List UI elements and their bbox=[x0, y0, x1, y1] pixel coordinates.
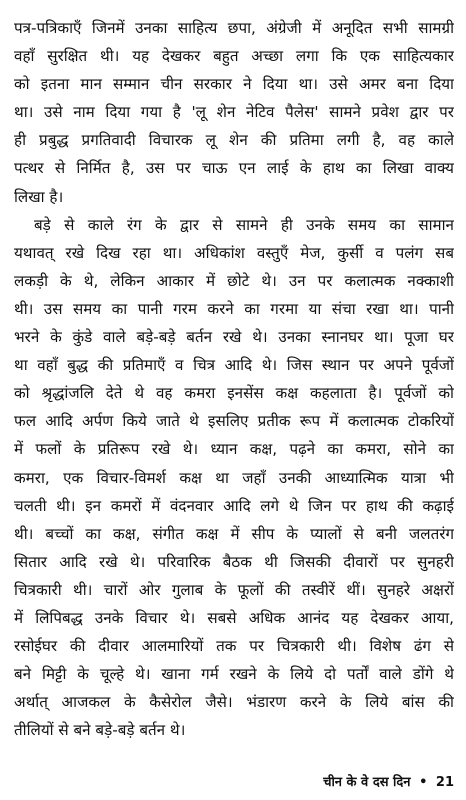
text-line: को इतना मान सम्मान चीन सरकार ने दिया था। उसे अमर बना दिया bbox=[14, 75, 454, 94]
text-line: तीलियों से बने बड़े-बड़े बर्तन थे। bbox=[14, 721, 186, 740]
text-line: था। उसे नाम दिया गया है 'लू शेन नेटिव पैलेस' सामने प्रवेश द्वार पर bbox=[14, 103, 454, 122]
text-line: पत्थर से निर्मित है, उस पर चाऊ एन लाई के हाथ का लिखा वाक्य bbox=[14, 159, 454, 178]
text-line: लकड़ी के थे, लेकिन आकार में छोटे थे। उन पर कलात्मक नक्काशी bbox=[14, 271, 454, 290]
text-line: बड़े से काले रंग के द्वार से सामने ही उनके समय का सामान bbox=[34, 215, 454, 234]
text-line: लिखा है। bbox=[14, 187, 64, 206]
text-line: सितार आदि रखे थे। परिवारिक बैठक थी जिसकी दीवारों पर सुनहरी bbox=[14, 552, 454, 571]
text-line: ही प्रबुद्ध प्रगतिवादी विचारक लू शेन की प्रतिमा लगी है, वह काले bbox=[14, 131, 454, 150]
paragraph-2 bbox=[14, 211, 454, 745]
text-line: कमरा, एक विचार-विमर्श कक्ष था जहाँ उनकी आध्यात्मिक यात्रा भी bbox=[14, 468, 454, 487]
text-line: अर्थात् आजकल के कैसेरोल जैसे। भंडारण करने के लिये बांस की bbox=[14, 693, 454, 712]
text-line: था वहाँ बुद्ध की प्रतिमाएँ व चित्र आदि थे। जिस स्थान पर अपने पूर्वजों bbox=[14, 356, 454, 375]
text-line: बने मिट्टी के चूल्हे थे। खाना गर्म रखने के लिये दो पर्तों वाले डोंगे थे bbox=[14, 665, 454, 684]
text-line: रसोईघर की दीवार आलमारियों तक पर चित्रकारी थी। विशेष ढंग से bbox=[14, 637, 454, 656]
text-line: वहाँ सुरक्षित थी। यह देखकर बहुत अच्छा लगा कि एक साहित्यकार bbox=[14, 47, 454, 66]
text-line: फल आदि अर्पण किये जाते थे इसलिए प्रतीक रूप में कलात्मक टोकरियों bbox=[14, 412, 454, 431]
text-line: थी। बच्चों का कक्ष, संगीत कक्ष में सीप के प्यालों से बनी जलतरंग bbox=[14, 524, 454, 543]
bullet-separator: • bbox=[419, 775, 428, 790]
running-title: चीन के वे दस दिन bbox=[323, 775, 411, 790]
text-line: चलती थी। इन कमरों में वंदनवार आदि लगे थे जिन पर हाथ की कढ़ाई bbox=[14, 496, 454, 515]
page-footer bbox=[323, 774, 454, 792]
paragraph-1 bbox=[14, 14, 454, 211]
text-line: भरने के कुंडे वाले बड़े-बड़े बर्तन रखे थे। उनका स्नानघर था। पूजा घर bbox=[14, 328, 454, 347]
text-line: में फलों के प्रतिरूप रखे थे। ध्यान कक्ष, पढ़ने का कमरा, सोने का bbox=[14, 440, 454, 459]
page-number: 21 bbox=[435, 775, 454, 790]
text-line: में लिपिबद्ध उनके विचार थे। सबसे अधिक आनंद यह देखकर आया, bbox=[14, 608, 454, 627]
text-line: पत्र-पत्रिकाएँ जिनमें उनका साहित्य छपा, अंग्रेजी में अनूदित सभी सामग्री bbox=[14, 19, 454, 37]
text-line: चित्रकारी थी। चारों ओर गुलाब के फूलों की तस्वीरें थीं। सुनहरे अक्षरों bbox=[14, 580, 454, 599]
text-line: थी। उस समय का पानी गरम करने का गरमा या संचा रखा था। पानी bbox=[14, 299, 454, 318]
body-text bbox=[14, 14, 454, 744]
text-line: यथावत् रखे दिख रहा था। अधिकांश वस्तुएँ मेज, कुर्सी व पलंग सब bbox=[14, 243, 454, 262]
text-line: को श्रृद्धांजलि देते थे वह कमरा इनसेंस कक्ष कहलाता है। पूर्वजों को bbox=[14, 384, 454, 403]
